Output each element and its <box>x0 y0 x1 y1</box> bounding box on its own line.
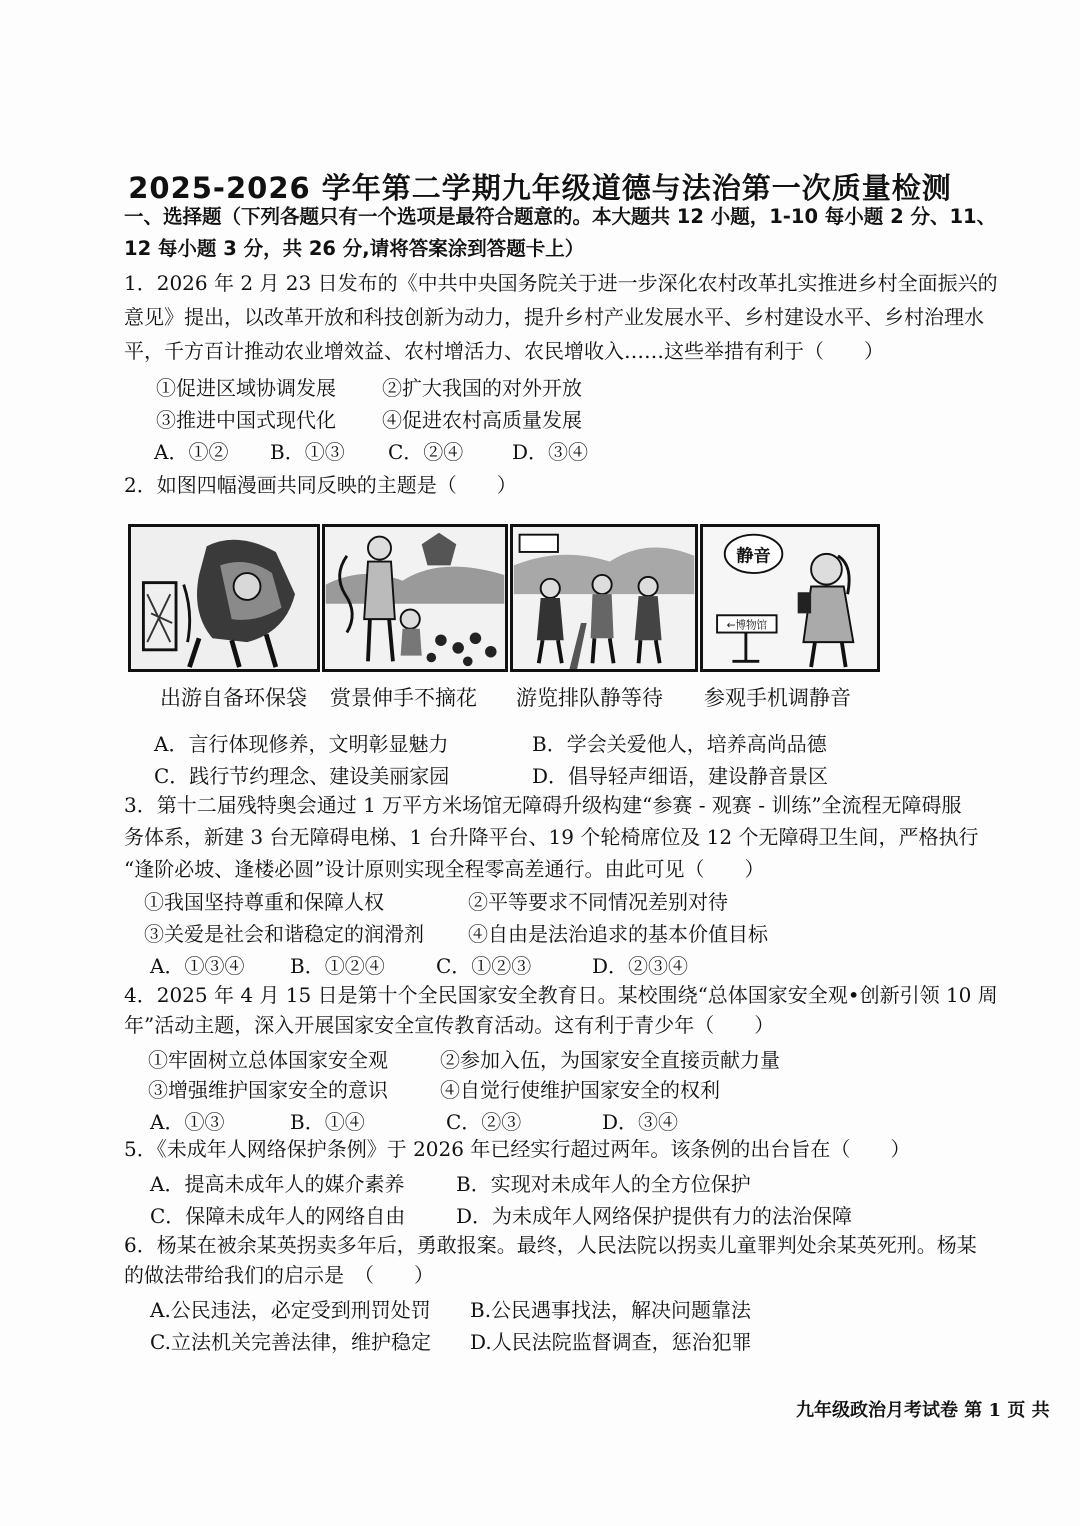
q5-option-b: B．实现对未成年人的全方位保护 <box>456 1172 751 1196</box>
q2-stem: 2．如图四幅漫画共同反映的主题是（ ） <box>124 473 517 497</box>
q4-stem-line-1: 4．2025 年 4 月 15 日是第十个全民国家安全教育日。某校围绕“总体国家安全观•创新引领 10 周 <box>124 983 998 1007</box>
q3-option-d: D．②③④ <box>592 954 689 978</box>
q6-option-b: B.公民遇事找法，解决问题靠法 <box>470 1298 752 1322</box>
q3-statement-2: ②平等要求不同情况差别对待 <box>468 890 728 914</box>
q5-stem: 5．《未成年人网络保护条例》于 2026 年已经实行超过两年。该条例的出台旨在（ ） <box>124 1137 911 1161</box>
q1-statement-2: ②扩大我国的对外开放 <box>382 376 582 400</box>
cartoon-caption-1: 出游自备环保袋 <box>160 686 307 710</box>
q1-statement-3: ③推进中国式现代化 <box>156 408 336 432</box>
q3-stem-line-2: 务体系，新建 3 台无障碍电梯、1 台升降平台、19 个轮椅席位及 12 个无障碍卫生间，严格执行 <box>124 825 979 849</box>
q2-cartoon-strip <box>128 524 880 674</box>
q4-statement-3: ③增强维护国家安全的意识 <box>148 1078 388 1102</box>
q3-statement-1: ①我国坚持尊重和保障人权 <box>144 890 384 914</box>
q2-option-a: A．言行体现修养，文明彰显魅力 <box>154 732 449 756</box>
q4-option-b: B．①④ <box>290 1110 365 1134</box>
q1-stem-line-1: 1．2026 年 2 月 23 日发布的《中共中央国务院关于进一步深化农村改革扎实推进乡村全面振兴的 <box>124 271 998 295</box>
q6-option-c: C.立法机关完善法律，维护稳定 <box>150 1330 431 1354</box>
q5-option-d: D．为未成年人网络保护提供有力的法治保障 <box>456 1204 853 1228</box>
q6-stem-line-1: 6．杨某在被余某英拐卖多年后，勇敢报案。最终，人民法院以拐卖儿童罪判处余某英死刑。杨某 <box>124 1233 977 1257</box>
section-instructions-line-1: 一、选择题（下列各题只有一个选项是最符合题意的。本大题共 12 小题，1-10 每小题 2 分、11、 <box>124 205 997 228</box>
museum-sign-text: ←博物馆 <box>726 619 768 632</box>
q1-statement-1: ①促进区域协调发展 <box>156 376 336 400</box>
q4-option-a: A．①③ <box>150 1110 225 1134</box>
q1-option-d: D．③④ <box>512 440 589 464</box>
q4-option-d: D．③④ <box>602 1110 679 1134</box>
q3-stem-line-3: “逢阶必坡、逢楼必圆”设计原则实现全程零高差通行。由此可见（ ） <box>124 857 765 881</box>
q2-option-d: D．倡导轻声细语，建设静音景区 <box>532 764 829 788</box>
q6-option-d: D.人民法院监督调查，惩治犯罪 <box>470 1330 752 1354</box>
q1-stem-line-3: 平，千方百计推动农业增效益、农村增活力、农民增收入……这些举措有利于（ ） <box>124 339 884 363</box>
q5-option-a: A．提高未成年人的媒介素养 <box>150 1172 405 1196</box>
page-footer: 九年级政治月考试卷 第 1 页 共 <box>796 1400 1050 1421</box>
speech-bubble-text: 静音 <box>736 546 771 567</box>
cartoon-panel-eco-bag <box>128 524 320 672</box>
cartoon-panel-queue <box>510 524 698 672</box>
q3-statement-3: ③关爱是社会和谐稳定的润滑剂 <box>144 922 424 946</box>
q4-option-c: C．②③ <box>446 1110 522 1134</box>
cartoon-caption-3: 游览排队静等待 <box>516 686 663 710</box>
exam-title: 2025-2026 学年第二学期九年级道德与法治第一次质量检测 <box>128 171 952 205</box>
q6-option-a: A.公民违法，必定受到刑罚处罚 <box>150 1298 431 1322</box>
q6-stem-line-2: 的做法带给我们的启示是 （ ） <box>124 1263 434 1287</box>
q2-option-c: C．践行节约理念、建设美丽家园 <box>154 764 450 788</box>
q3-option-b: B．①②④ <box>290 954 385 978</box>
q3-statement-4: ④自由是法治追求的基本价值目标 <box>468 922 768 946</box>
q4-stem-line-2: 年”活动主题，深入开展国家安全宣传教育活动。这有利于青少年（ ） <box>124 1013 775 1037</box>
q2-option-b: B．学会关爱他人，培养高尚品德 <box>532 732 827 756</box>
cartoon-panel-flowers <box>322 524 508 672</box>
cartoon-panel-phone-silent <box>700 524 880 672</box>
q1-statement-4: ④促进农村高质量发展 <box>382 408 582 432</box>
q3-option-c: C．①②③ <box>436 954 532 978</box>
q5-option-c: C．保障未成年人的网络自由 <box>150 1204 406 1228</box>
q3-option-a: A．①③④ <box>150 954 245 978</box>
q4-statement-4: ④自觉行使维护国家安全的权利 <box>440 1078 720 1102</box>
cartoon-caption-2: 赏景伸手不摘花 <box>330 686 477 710</box>
q1-option-b: B．①③ <box>270 440 345 464</box>
q1-option-a: A．①② <box>154 440 229 464</box>
q4-statement-2: ②参加入伍，为国家安全直接贡献力量 <box>440 1048 780 1072</box>
q1-option-c: C．②④ <box>388 440 464 464</box>
q1-stem-line-2: 意见》提出，以改革开放和科技创新为动力，提升乡村产业发展水平、乡村建设水平、乡村治理水 <box>124 305 984 329</box>
q3-stem-line-1: 3．第十二届残特奥会通过 1 万平方米场馆无障碍升级构建“参赛 - 观赛 - 训练”全流程无障碍服 <box>124 793 962 817</box>
section-instructions-line-2: 12 每小题 3 分，共 26 分,请将答案涂到答题卡上） <box>124 237 585 260</box>
cartoon-caption-4: 参观手机调静音 <box>704 686 851 710</box>
q4-statement-1: ①牢固树立总体国家安全观 <box>148 1048 388 1072</box>
